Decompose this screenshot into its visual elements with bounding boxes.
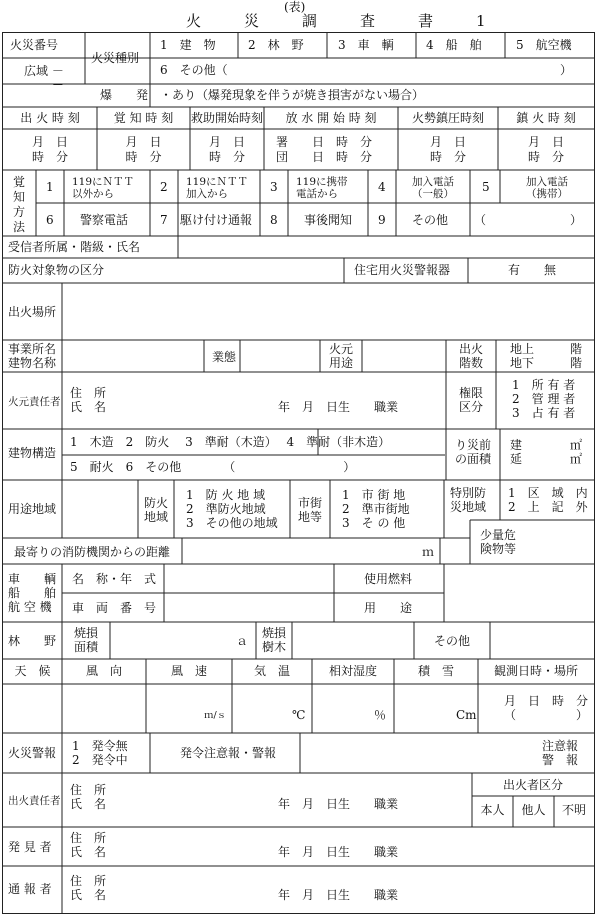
advisory-label: 発令注意報・警報 <box>180 746 277 760</box>
snow-label: 積 雪 <box>417 664 454 678</box>
hm-1[interactable]: 時 分 <box>31 150 68 164</box>
md-2[interactable]: 月 日 <box>125 135 162 149</box>
explosion-value[interactable]: ・あり（爆発現象を伴うが焼き損害がない場合） <box>160 88 425 102</box>
time-head-outbreak: 出 火 時 刻 <box>20 111 80 125</box>
gyotai-label: 業態 <box>212 350 237 364</box>
hm-2[interactable]: 時 分 <box>125 150 162 164</box>
fuel-label: 使用燃料 <box>364 572 413 586</box>
structure-row1[interactable]: 1 木造 2 防火 3 準耐（木造） 4 準耐（非木造） <box>70 435 391 449</box>
urban-label: 市街 地等 <box>297 496 322 524</box>
md-5[interactable]: 月 日 <box>429 135 466 149</box>
kakuchi-n5: 5 <box>482 180 490 194</box>
time-head-water: 放 水 開 始 時 刻 <box>285 111 377 125</box>
kakuchi-t6[interactable]: 警察電話 <box>80 213 129 227</box>
advisory-options[interactable]: 注意報 警 報 <box>542 739 579 767</box>
humidity-unit: ％ <box>374 708 387 722</box>
receiver-label: 受信者所属・階級・氏名 <box>8 240 141 254</box>
area-value[interactable]: 建 ㎡ 延 ㎡ <box>510 438 583 466</box>
hamoto-label: 火元 用途 <box>328 342 353 370</box>
class-other[interactable]: 他人 <box>521 803 546 817</box>
floors-value[interactable]: 地上 階 地下 階 <box>510 342 583 370</box>
wind-speed-label: 風 速 <box>170 664 207 678</box>
kakuchi-n9: 9 <box>378 213 386 227</box>
opt-ship[interactable]: 4 船 舶 <box>426 38 482 52</box>
obs-value[interactable]: 月 日 時 分 （ ） <box>504 694 589 722</box>
fire-number-label: 火災番号 <box>10 38 59 52</box>
opt-building[interactable]: 1 建 物 <box>160 38 216 52</box>
class-unknown[interactable]: 不明 <box>561 803 586 817</box>
forest-label: 林 野 <box>8 634 57 648</box>
fire-prevention-label: 防火対象物の区分 <box>8 263 105 277</box>
kakuchi-n7: 7 <box>160 213 168 227</box>
addr-name-1[interactable]: 住 所 氏 名 <box>70 386 107 414</box>
form-title: 火 災 調 査 書 1 <box>186 12 500 30</box>
kakuchi-other-paren: （ ） <box>474 213 583 227</box>
forest-other-label: その他 <box>434 634 471 648</box>
vehicle-number-label: 車 両 番 号 <box>72 601 157 615</box>
time-head-rescue: 救助開始時刻 <box>190 111 263 125</box>
opt-other-close: ） <box>560 63 573 77</box>
addr-name-3[interactable]: 住 所 氏 名 <box>70 831 107 859</box>
burned-area-label: 焼損 面積 <box>73 626 98 654</box>
kakuchi-label: 覚 知 方 法 <box>13 175 26 234</box>
time-head-suppress: 火勢鎮圧時刻 <box>411 111 484 125</box>
authority-options[interactable]: 1 所 有 者 2 管 理 者 3 占 有 者 <box>512 378 576 420</box>
md-6[interactable]: 月 日 <box>527 135 564 149</box>
urban-options[interactable]: 1 市 街 地 2 準市街地 3 そ の 他 <box>342 488 410 530</box>
structure-row2[interactable]: 5 耐火 6 その他 （ ） <box>70 460 356 474</box>
opt-other[interactable]: 6 その他（ <box>160 63 228 77</box>
side-label: (表) <box>284 0 306 14</box>
sho-time[interactable]: 署 日 時 分 <box>276 135 373 149</box>
kakuchi-n3: 3 <box>270 180 278 194</box>
kakuchi-n4: 4 <box>378 180 386 194</box>
authority-label: 権限 区分 <box>458 386 483 414</box>
wind-dir-label: 風 向 <box>85 664 122 678</box>
dob-1[interactable]: 年 月 日生 職業 <box>278 400 399 414</box>
opt-vehicle[interactable]: 3 車 輌 <box>338 38 394 52</box>
burned-area-unit: ａ <box>236 634 249 648</box>
dan-time[interactable]: 団 日 時 分 <box>276 150 373 164</box>
kakuchi-n1: 1 <box>46 180 54 194</box>
hazardous-label: 少量危 険物等 <box>480 528 517 556</box>
fire-district-label: 防火 地域 <box>143 496 168 524</box>
kakuchi-t1[interactable]: 119にＮＴＴ 以外から <box>72 176 135 200</box>
reporter-label: 通 報 者 <box>8 882 52 896</box>
time-head-detect: 覚 知 時 刻 <box>113 111 174 125</box>
structure-label: 建物構造 <box>8 446 57 460</box>
fire-resp-label: 出火責任者 <box>8 795 61 807</box>
distance-label: 最寄りの消防機関からの距離 <box>14 545 171 559</box>
burned-trees-label: 焼損 樹木 <box>261 626 286 654</box>
humidity-label: 相対湿度 <box>328 664 377 678</box>
md-1[interactable]: 月 日 <box>31 135 68 149</box>
fire-warning-options[interactable]: 1 発令無 2 発令中 <box>72 739 128 767</box>
fire-district-options[interactable]: 1 防 火 地 域 2 準防火地域 3 その他の地域 <box>186 488 278 530</box>
alarm-label: 住宅用火災警報器 <box>354 263 451 277</box>
kakuchi-t2[interactable]: 119にＮＴＴ 加入から <box>186 176 249 200</box>
wind-speed-unit: ｍ/ｓ <box>204 710 227 721</box>
dob-2[interactable]: 年 月 日生 職業 <box>278 797 399 811</box>
explosion-label: 爆 発 <box>100 88 149 102</box>
kakuchi-t7[interactable]: 駆け付け通報 <box>180 213 253 227</box>
opt-forest[interactable]: 2 林 野 <box>248 38 304 52</box>
addr-name-4[interactable]: 住 所 氏 名 <box>70 874 107 902</box>
addr-name-2[interactable]: 住 所 氏 名 <box>70 783 107 811</box>
opt-aircraft[interactable]: 5 航空機 <box>516 38 572 52</box>
fire-origin-resp-label: 火元責任者 <box>8 396 61 408</box>
discoverer-label: 発 見 者 <box>8 840 52 854</box>
special-district-options[interactable]: 1 区 域 内 2 上 記 外 <box>508 486 588 514</box>
dob-3[interactable]: 年 月 日生 職業 <box>278 845 399 859</box>
obs-label: 観測日時・場所 <box>493 664 578 678</box>
fire-type-label: 火災種別 <box>91 51 140 65</box>
distance-unit: ｍ <box>422 545 435 559</box>
vehicle-use-label: 用 途 <box>364 601 413 615</box>
vehicle-name-label: 名 称・年 式 <box>72 572 157 586</box>
kakuchi-n8: 8 <box>270 213 278 227</box>
hm-5[interactable]: 時 分 <box>429 150 466 164</box>
time-head-extinguish: 鎮 火 時 刻 <box>516 111 576 125</box>
area-label: り災前 の面積 <box>454 438 491 466</box>
alarm-value[interactable]: 有 無 <box>508 263 557 277</box>
floor-label: 出火 階数 <box>458 342 483 370</box>
fire-warning-label: 火災警報 <box>8 746 57 760</box>
kakuchi-n2: 2 <box>160 180 168 194</box>
kakuchi-t4[interactable]: 加入電話 （一般） <box>412 176 454 200</box>
hm-6[interactable]: 時 分 <box>527 150 564 164</box>
weather-label: 天 候 <box>14 664 51 678</box>
snow-unit: Cm <box>456 708 477 722</box>
fire-person-class-label: 出火者区分 <box>502 778 563 792</box>
md-3[interactable]: 月 日 <box>208 135 245 149</box>
temp-unit: ℃ <box>292 708 306 722</box>
special-district-label: 特別防 災地域 <box>450 486 487 514</box>
hm-3[interactable]: 時 分 <box>208 150 245 164</box>
kakuchi-t8[interactable]: 事後聞知 <box>304 213 353 227</box>
temp-label: 気 温 <box>253 664 290 678</box>
koiki-label: 広域 － － <box>24 64 64 92</box>
dob-4[interactable]: 年 月 日生 職業 <box>278 888 399 902</box>
kakuchi-n6: 6 <box>46 213 54 227</box>
use-district-label: 用途地域 <box>8 502 57 516</box>
kakuchi-t9[interactable]: その他 <box>412 213 449 227</box>
business-name-label: 事業所名 建物名称 <box>8 342 57 370</box>
vehicle-label: 車 輌 船 舶 航 空 機 <box>8 572 57 614</box>
class-self[interactable]: 本人 <box>480 803 505 817</box>
kakuchi-t5[interactable]: 加入電話 （携帯） <box>526 176 568 200</box>
kakuchi-t3[interactable]: 119に携帯 電話から <box>296 176 348 200</box>
fire-location-label: 出火場所 <box>8 305 57 319</box>
